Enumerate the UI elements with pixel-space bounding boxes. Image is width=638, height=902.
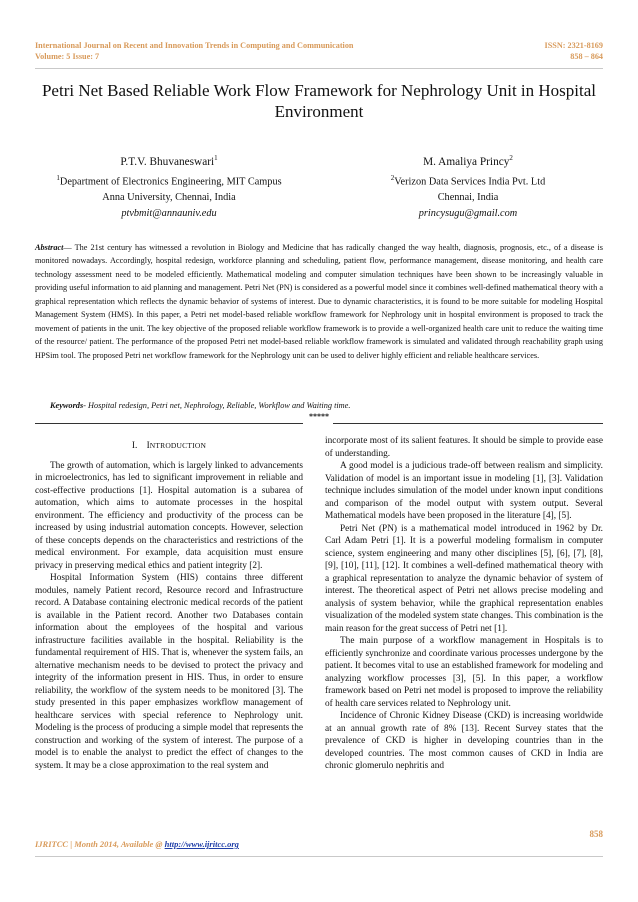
- keywords-label: Keywords-: [50, 401, 86, 410]
- section-separator: *****: [309, 412, 329, 421]
- keywords: [50, 401, 350, 410]
- footer-prefix: IJRITCC | Month 2014, Available @: [35, 839, 165, 849]
- author-1: [35, 150, 303, 222]
- author-1-institution: Anna University, Chennai, India: [102, 192, 236, 204]
- right-paragraph-4: The main purpose of a workflow management in Hospitals is to efficiently synchronize and coordinate various processes undergone by the patient. It becomes vital to use an established framework for modeling and analyzing workflow processes [3], [5]. In this paper, a workflow framework based on Petri net model is proposed to improve the reliability of health care services related to Nephrology unit.: [325, 636, 603, 709]
- author-1-sup: 1: [214, 154, 218, 162]
- abstract-text: — The 21st century has witnessed a revolution in Biology and Medicine that has radically changed the way health, diagnosis, prognosis, etc., of a disease is monitored nowadays. Accordingly, hospital redesign, workforce planning and scheduling, patient flow, performance management, disease monitoring, and health care technology assessment need to be modeled efficiently. Mathematical modeling and computer simulation techniques have been shown to be increasingly valuable in providing useful information to aid planning and management. Petri Net (PN) is considered as a powerful model since it combines well-defined mathematical theory with a graphical representation which reflects the dynamic behavior of systems of interest. Due to dynamic characteristics, it is found to be more suitable for modeling Hospital Management System (HMS). In this paper, a Petri net model-based reliable workflow framework for Nephrology unit in hospital environment is proposed to track the movement of patients in the unit. The key objective of the proposed reliable workflow framework is to provide a well-organized health care unit to reduce the waiting time of the resource/ patient. The performance of the proposed Petri net model-based reliable workflow framework is simulated and validated through reachability graph using HPSim tool. The proposed Petri net workflow framework for the Nephrology unit can be used to deliver highly efficient and reliable healthcare services.: [35, 243, 603, 360]
- journal-issn: ISSN: 2321-8169: [544, 41, 603, 50]
- author-1-name: P.T.V. Bhuvaneswari: [120, 155, 215, 168]
- author-2-email: princysugu@gmail.com: [418, 208, 518, 220]
- author-2-name: M. Amaliya Princy: [423, 155, 510, 168]
- author-2: [333, 150, 603, 222]
- paper-title-line2: Environment: [274, 102, 364, 121]
- author-2-aff-sup: 2: [390, 173, 395, 182]
- keywords-text: Hospital redesign, Petri net, Nephrology, Reliable, Workflow and Waiting time.: [85, 401, 351, 410]
- paper-title-line1: Petri Net Based Reliable Work Flow Framework for Nephrology Unit in Hospital: [41, 81, 597, 100]
- section-number: I.: [131, 441, 138, 451]
- page-number: 858: [589, 829, 603, 839]
- left-paragraph-2: Hospital Information System (HIS) contains three different modules, namely Patient record, Resource record and Infrastructure record. A Database containing electronic medical records of the patient is available in the Patient record. Another two Databases contain information about the employees of the hospital and various infrastructure facilities available in the hospital. Reliability is the fundamental requirement of HIS. That is, whenever the system fails, an alternative mechanism needs to be devised to protect the privacy and integrity of the information present in HIS. Thus, in order to ensure reliability, the workflow of the system needs to be monitored [3]. The study presented in this paper emphasizes workflow management of healthcare services with special reference to Nephrology unit. Modeling is the process of producing a simple model that represents the construction and working of the system of interest. The purpose of a model is to enable the analyst to predict the effect of changes to the system. It may be a close approximation to the real system and: [35, 573, 303, 771]
- journal-volume: Volume: 5 Issue: 7: [35, 52, 100, 61]
- abstract: [35, 241, 603, 362]
- journal-pages: 858 – 864: [570, 52, 603, 61]
- left-column: [35, 440, 303, 772]
- left-paragraph-1: The growth of automation, which is largely linked to advancements in microelectronics, has led to significant improvement in reliable and cost-effective productions [1]. Hospital automation is a subarea of automation, which aims to automate processes in the hospital environment. The efficiency and productivity of the process can be increased by using industrial automation concepts. However, selection of these concepts depends on the characteristics and restrictions of the medical environment. For example, data acquisition must ensure privacy in preserving medical ethics and patient integrity [2].: [35, 460, 303, 571]
- author-2-sup: 2: [509, 154, 513, 162]
- journal-issn-info: [545, 40, 603, 62]
- author-1-email: ptvbmit@annauniv.edu: [121, 208, 217, 220]
- right-paragraph-5: Incidence of Chronic Kidney Disease (CKD) is increasing worldwide at an annual growth rate of 8% [13]. Recent Survey states that the prevalence of CKD is higher in developing countries than in the developed countries. The most common causes of CKD in India are chronic glomerulo nephritis and: [325, 711, 603, 771]
- right-paragraph-1: incorporate most of its salient features. It should be simple to provide ease of understanding.: [325, 436, 603, 459]
- right-column: [325, 435, 603, 773]
- abstract-label: Abstract: [35, 243, 64, 252]
- section-title-initial: I: [146, 441, 150, 451]
- footer-link[interactable]: http://www.ijritcc.org: [164, 839, 239, 849]
- section-title-rest: NTRODUCTION: [149, 441, 207, 450]
- journal-info: [35, 40, 353, 62]
- footer-rule: [35, 856, 603, 857]
- separator-line-left: [35, 423, 303, 424]
- author-2-institution: Chennai, India: [437, 192, 499, 204]
- separator-line-right: [333, 423, 603, 424]
- right-paragraph-2: A good model is a judicious trade-off between realism and simplicity. Validation of model is an important issue in modeling [1], [3]. Validation technique includes simulation of the model under known input conditions and comparison of the model output with system output. Several Mathematical models have been proposed in the literature [4], [5].: [325, 461, 603, 521]
- header-rule: [35, 68, 603, 69]
- author-1-affiliation: Department of Electronics Engineering, MIT Campus: [59, 176, 282, 188]
- right-paragraph-3: Petri Net (PN) is a mathematical model introduced in 1962 by Dr. Carl Adam Petri [1]. It is a powerful modeling formalism in computer science, system engineering and many other disciplines [5], [6], [7], [8], [9], [10], [11], [12]. It combines a well-defined mathematical theory with a graphical representation to analyze the dynamic behavior of system of interest. The theoretical aspect of Petri net allows precise modeling and analysis of system behavior, while the graphical representation enables visualization of the modeled system state changes. This combination is the main reason for the great success of Petri net [1].: [325, 523, 603, 634]
- author-1-aff-sup: 1: [56, 173, 60, 182]
- paper-title: [35, 80, 603, 122]
- journal-name: International Journal on Recent and Innovation Trends in Computing and Communication: [35, 41, 354, 50]
- author-2-affiliation: Verizon Data Services India Pvt. Ltd: [394, 176, 546, 188]
- footer: [35, 839, 239, 849]
- section-heading: [35, 440, 303, 453]
